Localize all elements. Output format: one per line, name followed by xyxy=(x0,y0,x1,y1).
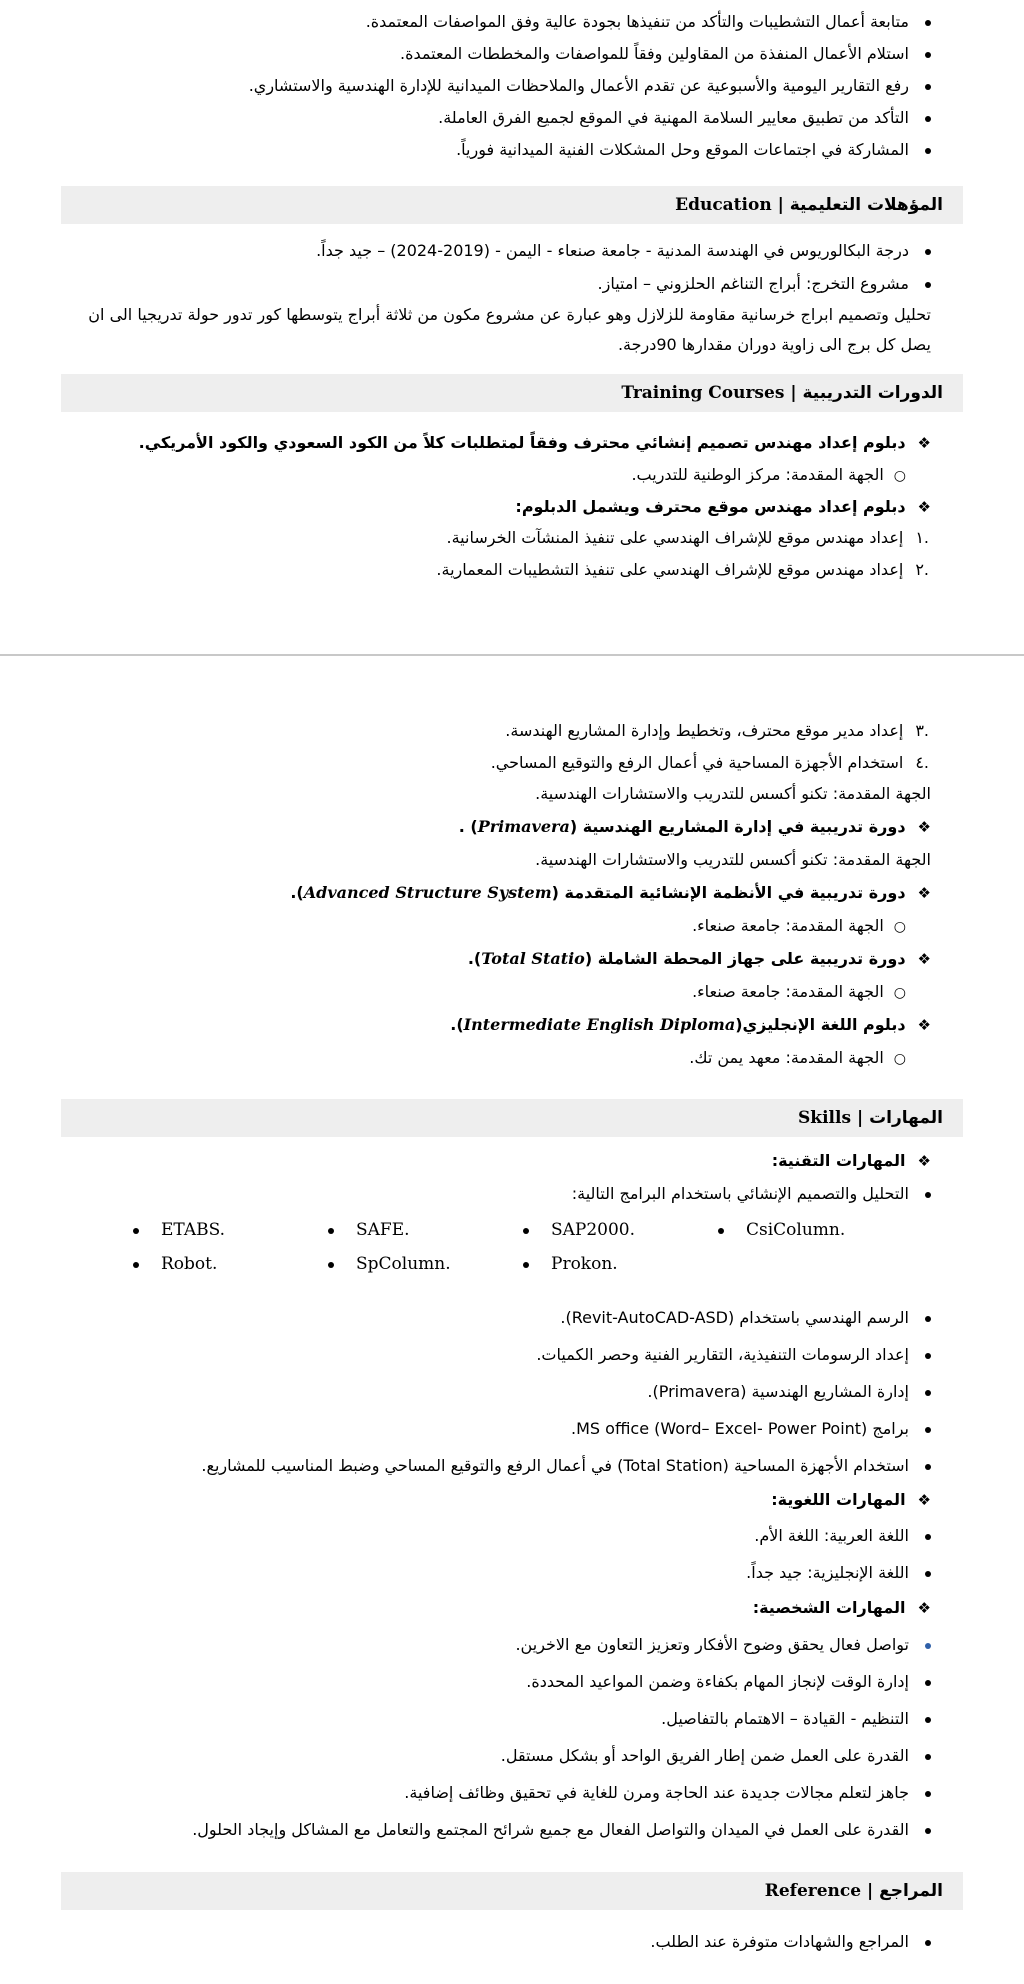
software-item: SAFE. xyxy=(328,1220,410,1240)
education-project-description: تحليل وتصميم ابراج خرسانية مقاومة للزلازل وهو عبارة عن مشروع مكون من ثلاثة أبراج يتوسطها كور تدور حولة تدريجيا الى ان يصل كل برج الى زاوية دوران مقدارها 90درجة. xyxy=(88,305,931,354)
bullet-icon xyxy=(328,1262,334,1268)
bullet-icon xyxy=(925,1534,931,1540)
training-provider: الجهة المقدمة: تكنو أكسس للتدريب والاستشارات الهندسية. xyxy=(535,784,931,803)
training-diploma-item: .٤استخدام الأجهزة المساحية في أعمال الرفع والتوقيع المساحي. xyxy=(490,753,929,772)
bullet-icon xyxy=(925,84,931,90)
bullet-icon xyxy=(133,1228,139,1234)
experience-task: التأكد من تطبيق معايير السلامة المهنية في الموقع لجميع الفرق العاملة. xyxy=(438,107,931,129)
circle-bullet-icon: ○ xyxy=(893,468,906,484)
training-diploma-structural: ❖دبلوم إعداد مهندس تصميم إنشائي محترف وفقاً لمتطلبات كلاً من الكود السعودي والكود الأمريكي. xyxy=(138,433,931,452)
reference-text: المراجع والشهادات متوفرة عند الطلب. xyxy=(650,1931,931,1953)
training-provider: ○الجهة المقدمة: جامعة صنعاء. xyxy=(692,981,906,1004)
training-provider: الجهة المقدمة: تكنو أكسس للتدريب والاستشارات الهندسية. xyxy=(535,850,931,869)
skills-personal-item: جاهز لتعلم مجالات جديدة عند الحاجة ومرن للغاية في تحقيق وظائف إضافية. xyxy=(404,1782,931,1804)
bullet-icon xyxy=(925,1643,931,1649)
skills-language-item: اللغة العربية: اللغة الأم. xyxy=(754,1525,931,1547)
training-provider: ○الجهة المقدمة: جامعة صنعاء. xyxy=(692,915,906,938)
experience-task: رفع التقارير اليومية والأسبوعية عن تقدم الأعمال والملاحظات الميدانية للإدارة الهندسية والاستشاري. xyxy=(249,75,931,97)
bullet-icon xyxy=(925,1427,931,1433)
bullet-icon xyxy=(925,249,931,255)
skills-language-item: اللغة الإنجليزية: جيد جداً. xyxy=(746,1562,931,1584)
skills-technical-item: استخدام الأجهزة المساحية (Total Station) في أعمال الرفع والتوقيع المساحي وضبط المناسيب للمشاريع. xyxy=(201,1455,931,1477)
diamond-bullet-icon: ❖ xyxy=(917,1599,931,1617)
bullet-icon xyxy=(925,1680,931,1686)
bullet-icon xyxy=(718,1228,724,1234)
skills-technical-title: ❖المهارات التقنية: xyxy=(771,1151,931,1170)
circle-bullet-icon: ○ xyxy=(893,985,906,1001)
bullet-icon xyxy=(523,1262,529,1268)
circle-bullet-icon: ○ xyxy=(893,1051,906,1067)
diamond-bullet-icon: ❖ xyxy=(917,884,931,902)
skills-personal-title: ❖المهارات الشخصية: xyxy=(752,1598,931,1617)
software-item: SAP2000. xyxy=(523,1220,635,1240)
skills-technical-item: إعداد الرسومات التنفيذية، التقارير الفنية وحصر الكميات. xyxy=(536,1344,931,1366)
skills-technical-item: إدارة المشاريع الهندسية (Primavera). xyxy=(647,1381,931,1403)
circle-bullet-icon: ○ xyxy=(893,919,906,935)
skills-personal-item: القدرة على العمل في الميدان والتواصل الفعال مع جميع شرائح المجتمع والتعامل مع المشاكل وإيجاد الحلول. xyxy=(192,1819,931,1841)
training-heading: الدورات التدريبية | Training Courses xyxy=(61,374,963,412)
diamond-bullet-icon: ❖ xyxy=(917,498,931,516)
bullet-icon xyxy=(925,1192,931,1198)
diamond-bullet-icon: ❖ xyxy=(917,818,931,836)
education-project: مشروع التخرج: أبراج التناغم الحلزوني – امتياز. xyxy=(598,273,932,295)
cv-page-2 xyxy=(0,657,1024,1984)
bullet-icon xyxy=(925,20,931,26)
education-heading: المؤهلات التعليمية | Education xyxy=(61,186,963,224)
training-course-total-station: ❖دورة تدريبية على جهاز المحطة الشاملة (Total Statio). xyxy=(467,949,931,968)
diamond-bullet-icon: ❖ xyxy=(917,1491,931,1509)
bullet-icon xyxy=(925,1353,931,1359)
reference-heading: المراجع | Reference xyxy=(61,1872,963,1910)
skills-heading: المهارات | Skills xyxy=(61,1099,963,1137)
experience-task: المشاركة في اجتماعات الموقع وحل المشكلات الفنية الميدانية فورياً. xyxy=(456,139,931,161)
page-divider xyxy=(0,654,1024,656)
bullet-icon xyxy=(925,282,931,288)
software-item: ETABS. xyxy=(133,1220,225,1240)
diamond-bullet-icon: ❖ xyxy=(917,1016,931,1034)
software-item: Prokon. xyxy=(523,1254,618,1274)
bullet-icon xyxy=(328,1228,334,1234)
bullet-icon xyxy=(925,1828,931,1834)
training-diploma-item: .٣إعداد مدير موقع محترف، وتخطيط وإدارة المشاريع الهندسة. xyxy=(505,721,929,740)
training-course-primavera: ❖دورة تدريبية في إدارة المشاريع الهندسية (Primavera) . xyxy=(458,817,931,836)
cv-page-1 xyxy=(0,0,1024,655)
bullet-icon xyxy=(925,52,931,58)
skills-analysis-intro: التحليل والتصميم الإنشائي باستخدام البرامج التالية: xyxy=(572,1183,931,1205)
software-item: SpColumn. xyxy=(328,1254,451,1274)
software-item: Robot. xyxy=(133,1254,217,1274)
diamond-bullet-icon: ❖ xyxy=(917,434,931,452)
skills-language-title: ❖المهارات اللغوية: xyxy=(771,1490,931,1509)
experience-task: استلام الأعمال المنفذة من المقاولين وفقاً للمواصفات والمخططات المعتمدة. xyxy=(400,43,931,65)
experience-task: متابعة أعمال التشطيبات والتأكد من تنفيذها بجودة عالية وفق المواصفات المعتمدة. xyxy=(366,11,931,33)
skills-personal-item: تواصل فعال يحقق وضوح الأفكار وتعزيز التعاون مع الاخرين. xyxy=(515,1634,931,1656)
bullet-icon xyxy=(925,1464,931,1470)
skills-technical-item: الرسم الهندسي باستخدام (Revit-AutoCAD-ASD). xyxy=(560,1307,931,1329)
software-item: CsiColumn. xyxy=(718,1220,845,1240)
bullet-icon xyxy=(925,1940,931,1946)
bullet-icon xyxy=(925,1791,931,1797)
bullet-icon xyxy=(925,1717,931,1723)
skills-personal-item: التنظيم - القيادة – الاهتمام بالتفاصيل. xyxy=(661,1708,931,1730)
bullet-icon xyxy=(925,148,931,154)
bullet-icon xyxy=(133,1262,139,1268)
training-course-english: ❖دبلوم اللغة الإنجليزي(Intermediate English Diploma). xyxy=(450,1015,931,1034)
bullet-icon xyxy=(925,1754,931,1760)
bullet-icon xyxy=(925,1316,931,1322)
training-diploma-item: .٢إعداد مهندس موقع للإشراف الهندسي على تنفيذ التشطيبات المعمارية. xyxy=(436,560,929,579)
diamond-bullet-icon: ❖ xyxy=(917,1152,931,1170)
skills-personal-item: إدارة الوقت لإنجاز المهام بكفاءة وضمن المواعيد المحددة. xyxy=(526,1671,931,1693)
skills-technical-item: برامج (Word– Excel- Power Point) MS office. xyxy=(571,1418,931,1440)
skills-personal-item: القدرة على العمل ضمن إطار الفريق الواحد أو بشكل مستقل. xyxy=(501,1745,931,1767)
bullet-icon xyxy=(925,1571,931,1577)
bullet-icon xyxy=(925,116,931,122)
training-diploma-site: ❖دبلوم إعداد مهندس موقع محترف ويشمل الدبلوم: xyxy=(515,497,931,516)
bullet-icon xyxy=(925,1390,931,1396)
diamond-bullet-icon: ❖ xyxy=(917,950,931,968)
training-provider: ○الجهة المقدمة: معهد يمن تك. xyxy=(689,1047,906,1070)
training-course-structure: ❖دورة تدريبية في الأنظمة الإنشائية المتقدمة (Advanced Structure System). xyxy=(290,883,931,902)
training-diploma-item: .١إعداد مهندس موقع للإشراف الهندسي على تنفيذ المنشآت الخرسانية. xyxy=(446,528,929,547)
education-degree: درجة البكالوريوس في الهندسة المدنية - جامعة صنعاء - اليمن - (2019-2024) – جيد جداً. xyxy=(316,240,931,262)
training-provider: ○الجهة المقدمة: مركز الوطنية للتدريب. xyxy=(631,464,906,487)
bullet-icon xyxy=(523,1228,529,1234)
